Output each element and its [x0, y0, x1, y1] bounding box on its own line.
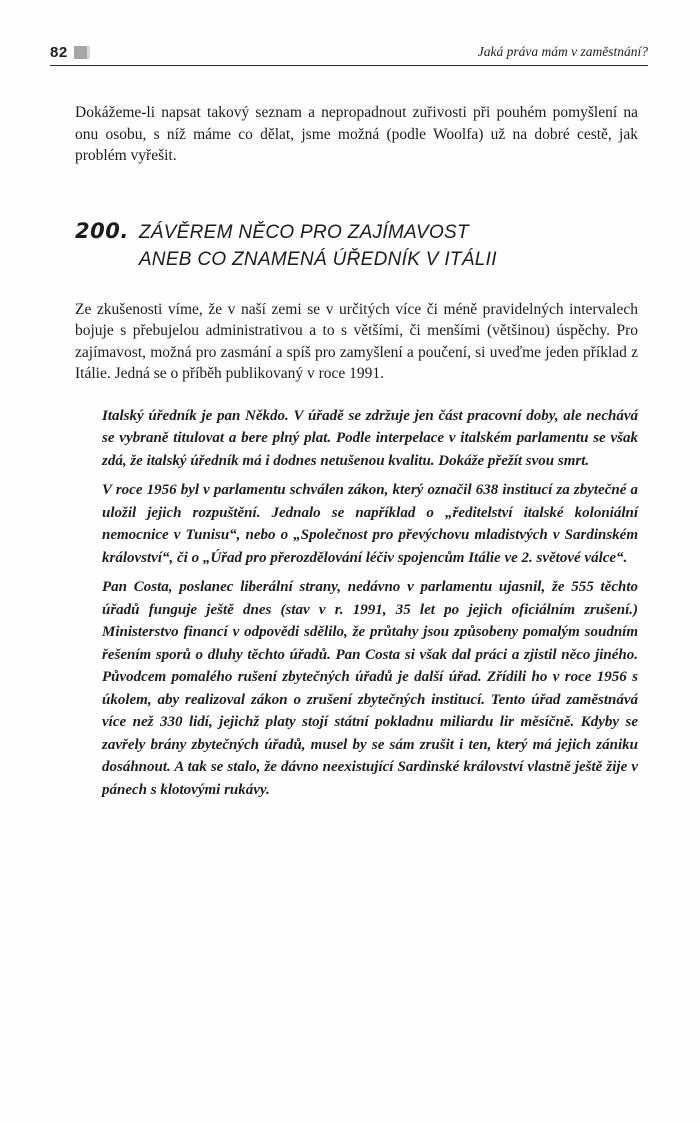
page-header: [50, 44, 648, 66]
page-header-left: [50, 44, 90, 61]
page-number: 82: [50, 44, 68, 61]
quote-paragraph-2: V roce 1956 byl v parlamentu schválen zákon, který označil 638 institucí za zbytečné a uložil jejich rozpuštění. Jednalo se například o „ředitelství italské koloniální nemocnice v Tunisu“, nebo o „Společnost pro převýchovu mladistvých v Sardinském království“, či o „Úřad pro přerozdělování léčiv spojencům Itálie ve 2. světové válce“.: [102, 482, 638, 566]
intro-paragraph: Dokážeme-li napsat takový seznam a nepropadnout zuřivosti při pouhém pomyšlení na onu osobu, s níž máme co dělat, jsme možná (podle Woolfa) už na dobré cestě, jak problém vyřešit.: [75, 104, 638, 164]
lead-paragraph: Ze zkušenosti víme, že v naší zemi se v určitých více či méně pravidelných intervalech bojuje s přebujelou administrativou a to s většími, či menšími (většinou) úspěchy. Pro zajímavost, možná pro zasmání a spíš pro zamyšlení a poučení, si uveďme jeden příklad z Itálie. Jedná se o příběh publikovaný v roce 1991.: [75, 300, 638, 382]
section-heading: [75, 219, 638, 273]
running-title: Jaká práva mám v zaměstnání?: [477, 44, 648, 59]
quote-paragraph-1: Italský úředník je pan Někdo. V úřadě se zdržuje jen část pracovní doby, ale nechává se vybraně titulovat a bere plný plat. Podle interpelace v italském parlamentu se však zdá, že italský úředník má i dodnes netušenou kvalitu. Dokáže přežít svou smrt.: [102, 407, 638, 469]
page-content: [75, 102, 638, 801]
section-title-line-1: ZÁVĚREM NĚCO PRO ZAJÍMAVOST: [138, 221, 469, 243]
quote-block: [102, 405, 638, 802]
section-title-line-2: ANEB CO ZNAMENÁ ÚŘEDNÍK V ITÁLII: [138, 248, 497, 270]
section-number: 200.: [75, 218, 129, 243]
header-square-icon: [74, 46, 87, 59]
quote-paragraph-3: Pan Costa, poslanec liberální strany, nedávno v parlamentu ujasnil, že 555 těchto úřadů funguje ještě dnes (stav v r. 1991, 35 let po jejich oficiálním zrušení.) Ministerstvo financí v odpovědi sdělilo, že průtahy jsou způsobeny pomalým soudním řešením sporů o dluhy těchto úřadů. Pan Costa si však dal práci a zjistil něco jiného. Původcem pomalého rušení zbytečných úřadů je další úřad. Zřídili ho v roce 1956 s úkolem, aby realizoval zákon o zrušení zbytečných institucí. Tento úřad zaměstnává více než 330 lidí, jejichž platy stojí státní pokladnu miliardu lir měsíčně. Kdyby se zavřely brány zbytečných úřadů, musel by se sám zrušit i ten, který má jejich zániku dosáhnout. A tak se stalo, že dávno neexistující Sardinské království vlastně ještě žije v pánech s klotovými rukávy.: [102, 579, 638, 798]
